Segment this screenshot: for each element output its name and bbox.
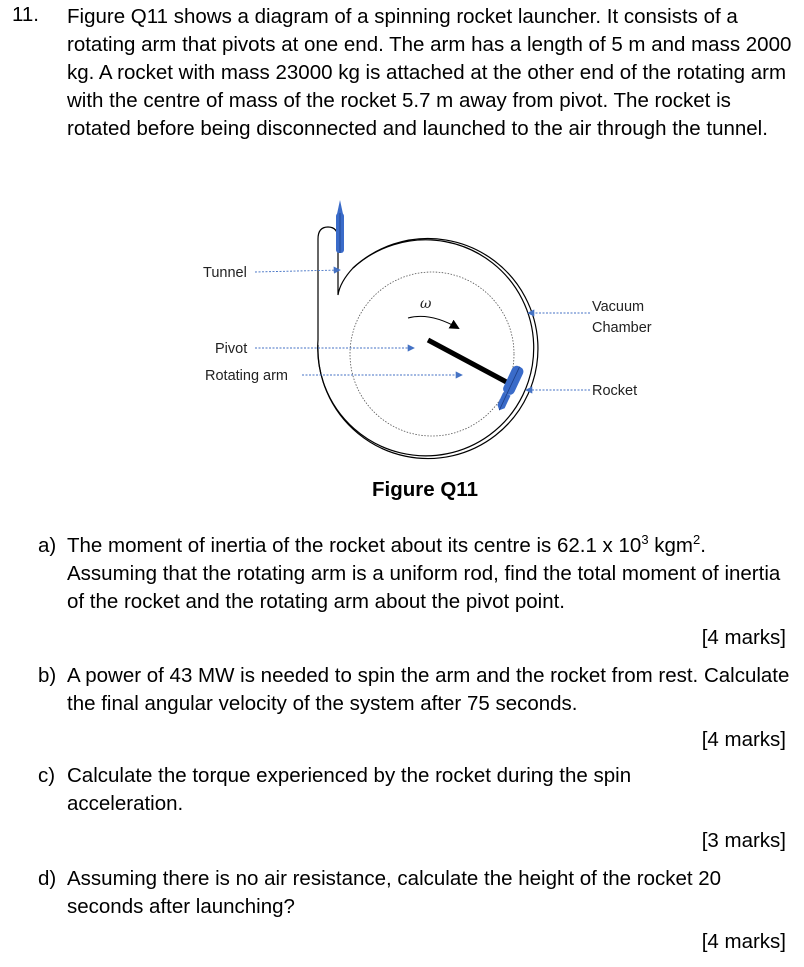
part-d-marks: [4 marks] (701, 930, 786, 953)
part-b-text: A power of 43 MW is needed to spin the arm and the rocket from rest. Calculate the final angular velocity of the system after 75 seconds. (67, 664, 790, 715)
pivot-label: Pivot (215, 341, 248, 357)
part-a (38, 532, 793, 616)
part-c-text: Calculate the torque experienced by the rocket during the spin acceleration. (67, 764, 632, 815)
rotating-arm (428, 340, 512, 385)
figure-caption: Figure Q11 (372, 478, 478, 501)
rocket-label: Rocket (592, 383, 638, 399)
tunnel-label: Tunnel (203, 265, 247, 281)
omega-symbol: ω (420, 296, 432, 312)
part-a-marks: [4 marks] (701, 626, 786, 649)
rocket-path-circle (350, 272, 514, 436)
arm-rocket-icon (494, 364, 525, 413)
chamber-label: Chamber (592, 320, 652, 336)
part-b (38, 662, 793, 718)
part-b-marks: [4 marks] (701, 728, 786, 751)
part-c-marks: [3 marks] (701, 829, 786, 852)
question-number: 11. (12, 3, 39, 26)
tunnel-pointer-arrow (255, 270, 340, 272)
part-c (38, 762, 698, 818)
rotation-arrow (408, 316, 458, 328)
part-d-label: d) (38, 867, 57, 890)
chamber-tunnel-outline (318, 227, 534, 456)
part-d (38, 865, 768, 921)
rotating-arm-label: Rotating arm (205, 368, 289, 384)
part-a-label: a) (38, 534, 57, 557)
part-d-text: Assuming there is no air resistance, calculate the height of the rocket 20 seconds after launching? (67, 867, 722, 918)
part-a-text: The moment of inertia of the rocket about its centre is 62.1 x $10^3$ kgm$^2$. Assuming that the rotating arm is a uniform rod, find the total moment of inertia of the rocket and the rotating arm about the pivot point. (67, 532, 781, 613)
part-b-label: b) (38, 664, 57, 687)
vacuum-label: Vacuum (592, 299, 645, 315)
part-c-label: c) (38, 764, 56, 787)
tunnel-rocket-icon (336, 200, 344, 253)
question-intro: Figure Q11 shows a diagram of a spinning rocket launcher. It consists of a rotating arm that pivots at one end. The arm has a length of 5 m and mass 2000 kg. A rocket with mass 23000 kg is attached at the other end of the rotating arm with the centre of mass of the rocket 5.7 m away from pivot. The rocket is rotated before being disconnected and launched to the air through the tunnel. (67, 5, 792, 140)
